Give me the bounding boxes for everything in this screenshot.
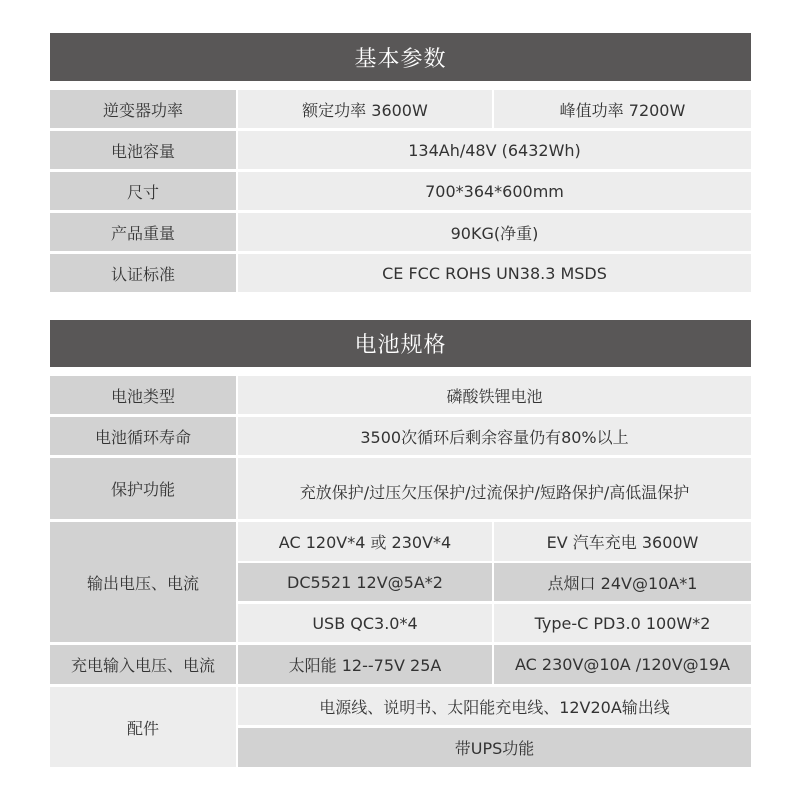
label-protection: 保护功能 xyxy=(50,458,236,519)
label-output: 输出电压、电流 xyxy=(50,522,236,642)
label-cycle-life: 电池循环寿命 xyxy=(50,417,236,455)
label-certification: 认证标准 xyxy=(50,254,236,292)
value-output-usb: USB QC3.0*4 xyxy=(238,604,492,642)
label-weight: 产品重量 xyxy=(50,213,236,251)
value-ups: 带UPS功能 xyxy=(238,728,751,767)
value-output-dc: DC5521 12V@5A*2 xyxy=(238,563,492,601)
value-input-solar: 太阳能 12--75V 25A xyxy=(238,645,492,684)
value-protection: 充放保护/过压欠压保护/过流保护/短路保护/高低温保护 xyxy=(238,458,751,519)
section-title: 电池规格 xyxy=(354,333,447,358)
value-size: 700*364*600mm xyxy=(238,172,751,210)
value-cycle-life: 3500次循环后剩余容量仍有80%以上 xyxy=(238,417,751,455)
value-certification: CE FCC ROHS UN38.3 MSDS xyxy=(238,254,751,292)
label-size: 尺寸 xyxy=(50,172,236,210)
value-input-ac: AC 230V@10A /120V@19A xyxy=(494,645,751,684)
section-header-basic xyxy=(50,33,751,81)
section-title: 基本参数 xyxy=(354,46,447,72)
value-output-ev: EV 汽车充电 3600W xyxy=(494,522,751,561)
value-battery-capacity: 134Ah/48V (6432Wh) xyxy=(238,131,751,169)
value-output-ac: AC 120V*4 或 230V*4 xyxy=(238,522,492,561)
label-input: 充电输入电压、电流 xyxy=(50,645,236,684)
value-accessories: 电源线、说明书、太阳能充电线、12V20A输出线 xyxy=(238,687,751,725)
value-output-typec: Type-C PD3.0 100W*2 xyxy=(494,604,751,642)
label-battery-capacity: 电池容量 xyxy=(50,131,236,169)
section-header-battery xyxy=(50,320,751,367)
label-accessories: 配件 xyxy=(50,687,236,767)
value-rated-power: 额定功率 3600W xyxy=(238,90,492,128)
value-weight: 90KG(净重) xyxy=(238,213,751,251)
value-output-cigarette: 点烟口 24V@10A*1 xyxy=(494,563,751,601)
value-battery-type: 磷酸铁锂电池 xyxy=(238,376,751,414)
label-inverter-power: 逆变器功率 xyxy=(50,90,236,128)
label-battery-type: 电池类型 xyxy=(50,376,236,414)
value-peak-power: 峰值功率 7200W xyxy=(494,90,751,128)
